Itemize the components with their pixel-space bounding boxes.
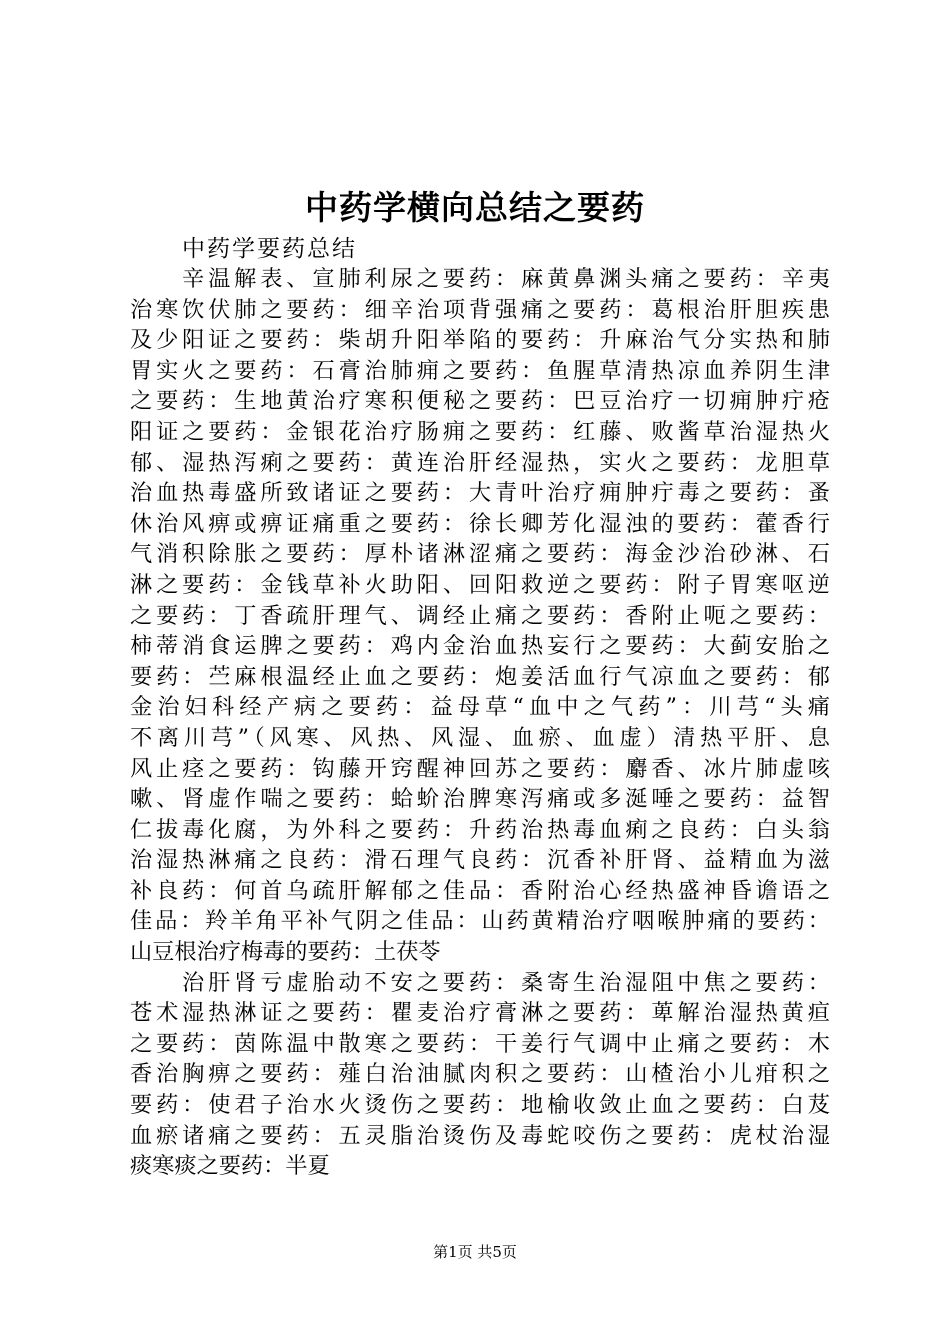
text-line: 佳品：羚羊角平补气阴之佳品：山药黄精治疗咽喉肿痛的要药： [130, 908, 830, 935]
text-line: 之要药：丁香疏肝理气、调经止痛之要药：香附止呃之要药： [130, 602, 830, 629]
text-line: 及少阳证之要药：柴胡升阳举陷的要药：升麻治气分实热和肺 [130, 327, 830, 354]
paragraph-1 [130, 264, 830, 968]
text-line: 苍术湿热淋证之要药：瞿麦治疗膏淋之要药：萆解治湿热黄疸 [130, 1000, 830, 1027]
text-line: 治肝肾亏虚胎动不安之要药：桑寄生治湿阻中焦之要药： [182, 969, 830, 996]
text-line: 治寒饮伏肺之要药：细辛治项背强痛之要药：葛根治肝胆疾患 [130, 296, 830, 323]
text-line: 休治风痹或痹证痛重之要药：徐长卿芳化湿浊的要药：藿香行 [130, 510, 830, 537]
text-line: 山豆根治疗梅毒的要药：土茯苓 [130, 939, 441, 966]
text-line: 金治妇科经产病之要药：益母草“血中之气药”：川芎“头痛 [130, 694, 830, 721]
text-line: 淋之要药：金钱草补火助阳、回阳救逆之要药：附子胃寒呕逆 [130, 571, 830, 598]
text-line: 不离川芎”（风寒、风热、风湿、血瘀、血虚）清热平肝、息 [130, 724, 830, 751]
document-subtitle: 中药学要药总结 [182, 236, 357, 262]
text-line: 要药：苎麻根温经止血之要药：炮姜活血行气凉血之要药：郁 [130, 663, 830, 690]
text-line: 辛温解表、宣肺利尿之要药：麻黄鼻渊头痛之要药：辛夷 [182, 266, 830, 292]
document-body [130, 264, 830, 1182]
text-line: 治血热毒盛所致诸证之要药：大青叶治疗痈肿疔毒之要药：蚤 [130, 480, 830, 507]
page-number-footer: 第1页 共5页 [433, 1243, 517, 1261]
text-line: 之要药：生地黄治疗寒积便秘之要药：巴豆治疗一切痈肿疔疮 [130, 388, 830, 415]
text-line: 嗽、肾虚作喘之要药：蛤蚧治脾寒泻痛或多涎唾之要药：益智 [130, 786, 830, 813]
text-line: 要药：使君子治水火烫伤之要药：地榆收敛止血之要药：白芨 [130, 1092, 830, 1119]
text-line: 郁、湿热泻痢之要药：黄连治肝经湿热，实火之要药：龙胆草 [130, 449, 830, 476]
text-line: 胃实火之要药：石膏治肺痈之要药：鱼腥草清热凉血养阴生津 [130, 357, 830, 384]
text-line: 阳证之要药：金银花治疗肠痈之要药：红藤、败酱草治湿热火 [130, 418, 830, 445]
text-line: 仁拔毒化腐，为外科之要药：升药治热毒血痢之良药：白头翁 [130, 816, 830, 843]
text-line: 之要药：茵陈温中散寒之要药：干姜行气调中止痛之要药：木 [130, 1030, 830, 1057]
text-line: 补良药：何首乌疏肝解郁之佳品：香附治心经热盛神昏谵语之 [130, 877, 830, 904]
text-line: 香治胸痹之要药：薤白治油腻肉积之要药：山楂治小儿疳积之 [130, 1061, 830, 1088]
paragraph-2 [130, 968, 830, 1182]
text-line: 血瘀诸痛之要药：五灵脂治烫伤及毒蛇咬伤之要药：虎杖治湿 [130, 1122, 830, 1149]
text-line: 治湿热淋痛之良药：滑石理气良药：沉香补肝肾、益精血为滋 [130, 847, 830, 874]
text-line: 柿蒂消食运脾之要药：鸡内金治血热妄行之要药：大蓟安胎之 [130, 633, 830, 660]
document-title: 中药学横向总结之要药 [305, 188, 645, 227]
text-line: 痰寒痰之要药：半夏 [130, 1153, 330, 1180]
text-line: 风止痉之要药：钩藤开窍醒神回苏之要药：麝香、冰片肺虚咳 [130, 755, 830, 782]
text-line: 气消积除胀之要药：厚朴诸淋涩痛之要药：海金沙治砂淋、石 [130, 541, 830, 568]
